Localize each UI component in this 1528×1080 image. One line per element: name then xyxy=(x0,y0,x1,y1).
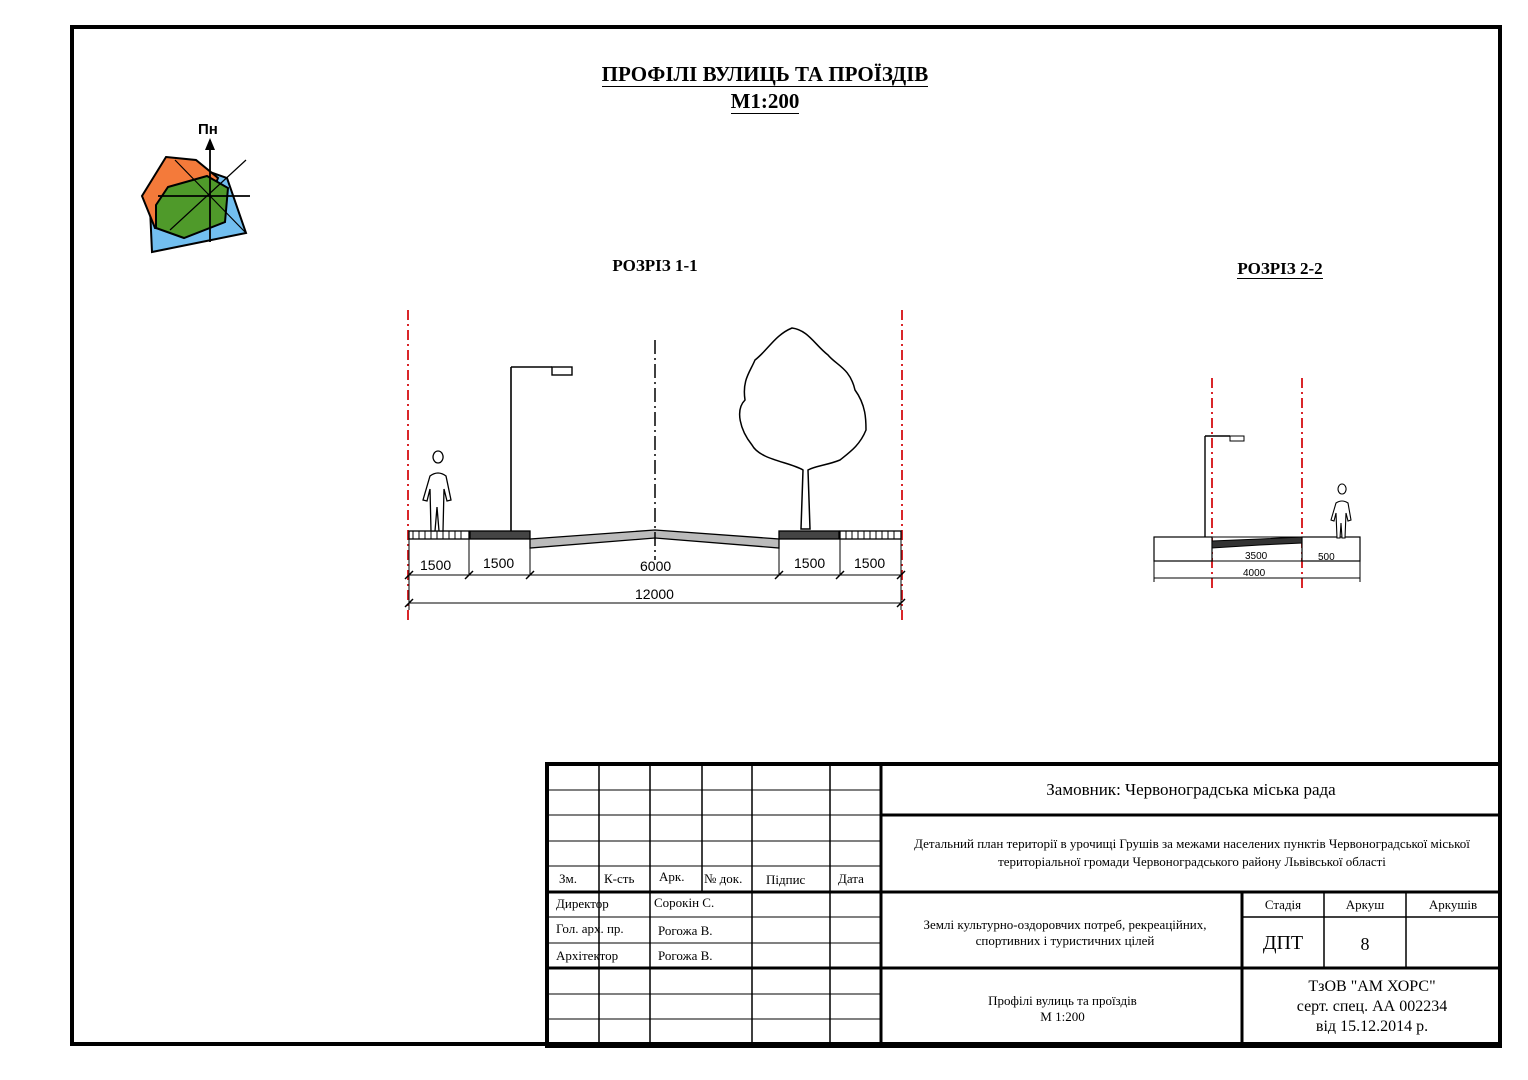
dim2-1: 3500 xyxy=(1245,551,1268,562)
dim-2: 1500 xyxy=(483,555,515,571)
role-2: Гол. арх. пр. xyxy=(556,921,624,936)
name-3: Рогожа В. xyxy=(658,948,713,963)
dim-3: 6000 xyxy=(640,558,672,574)
hdr-date: Дата xyxy=(838,871,864,886)
sheet-label: Аркуш xyxy=(1345,897,1385,912)
drawing-scale: М1:200 xyxy=(730,89,800,113)
section-1-title: РОЗРІЗ 1-1 xyxy=(612,256,698,275)
name-2: Рогожа В. xyxy=(658,923,713,938)
section-1-drawing xyxy=(405,310,905,620)
sheet-value: 8 xyxy=(1360,934,1370,954)
drawing-title: ПРОФІЛІ ВУЛИЦЬ ТА ПРОЇЗДІВ xyxy=(601,62,929,86)
drawing-name: Профілі вулиць та проїздів xyxy=(988,993,1137,1008)
drawing-scale-tb: М 1:200 xyxy=(1040,1009,1085,1024)
stage-value: ДПТ xyxy=(1262,932,1304,954)
north-label: Пн xyxy=(198,121,218,138)
hdr-kst: К-сть xyxy=(604,871,635,886)
dim-1: 1500 xyxy=(420,557,452,573)
dim2-2: 500 xyxy=(1318,552,1335,563)
hdr-zm: Зм. xyxy=(559,871,577,886)
stage-label: Стадія xyxy=(1264,897,1302,912)
dim-total: 12000 xyxy=(635,586,674,602)
company: ТзОВ "АМ ХОРС" xyxy=(1308,978,1436,995)
cert-date: від 15.12.2014 р. xyxy=(1315,1018,1429,1035)
hdr-sign: Підпис xyxy=(766,872,806,887)
role-3: Архітектор xyxy=(556,948,619,963)
dim-5: 1500 xyxy=(854,555,886,571)
customer: Замовник: Червоноградська міська рада xyxy=(1046,780,1336,799)
role-1: Директор xyxy=(556,896,609,911)
name-1: Сорокін С. xyxy=(654,895,715,910)
land-purpose: Землі культурно-оздоровчих потреб, рекреаційних, спортивних і туристичних цілей xyxy=(923,917,1207,948)
cert: серт. спец. АА 002234 xyxy=(1296,998,1448,1015)
section-2-title: РОЗРІЗ 2-2 xyxy=(1237,259,1323,278)
project-name: Детальний план території в урочищі Грушів за межами населених пунктів Червоноградської міської територіальної громади Червоноградського району Львівської області xyxy=(914,836,1470,869)
hdr-ark: Арк. xyxy=(659,869,685,884)
section-2-drawing xyxy=(1154,378,1360,592)
dim-4: 1500 xyxy=(794,555,826,571)
dim2-total: 4000 xyxy=(1243,568,1266,579)
wind-rose xyxy=(142,121,250,252)
hdr-doc: № док. xyxy=(704,871,743,886)
sheets-label: Аркушів xyxy=(1428,897,1478,912)
